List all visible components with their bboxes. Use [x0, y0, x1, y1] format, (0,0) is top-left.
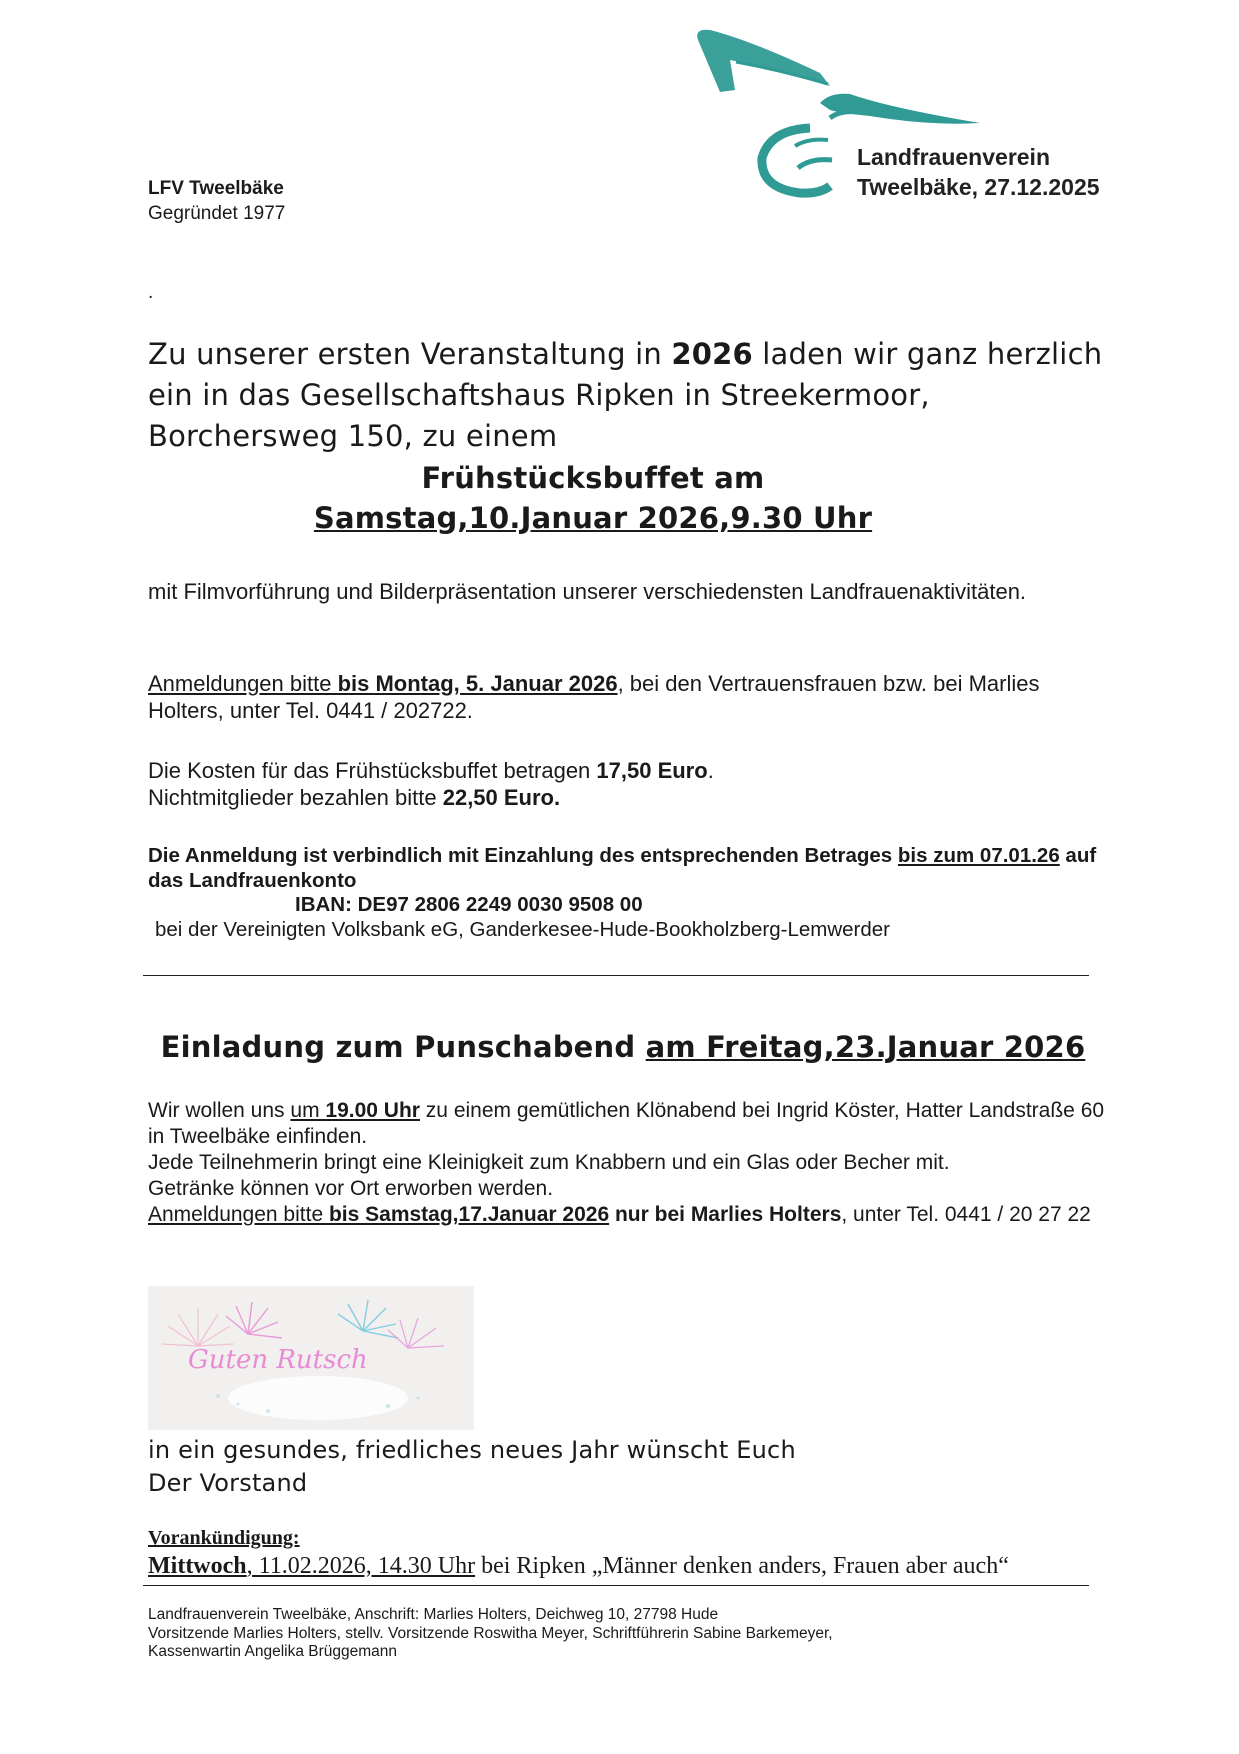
footer-line-3: Kassenwartin Angelika Brüggemann — [148, 1643, 398, 1660]
punch-reg-deadline: bis Samstag,17.Januar 2026 — [328, 1203, 610, 1226]
binding-rest: auf das Landfrauenkonto — [148, 844, 1097, 892]
registration-paragraph — [148, 670, 1108, 724]
punch-paragraph — [148, 1098, 1108, 1228]
punch-l1-a: Wir wollen uns — [148, 1099, 291, 1122]
nonmember-text: Nichtmitglieder bezahlen bitte — [148, 785, 443, 810]
bank-name: bei der Vereinigten Volksbank eG, Ganderkesee-Hude-Bookholzberg-Lemwerder — [155, 918, 891, 941]
preview-line — [148, 1553, 1009, 1580]
preview-datetime: , 11.02.2026, 14.30 Uhr — [246, 1553, 476, 1579]
preview-day: Mittwoch — [148, 1553, 247, 1579]
cost-line-members — [148, 757, 1108, 784]
punch-title-pre: Einladung zum Punschabend — [160, 1030, 646, 1064]
punch-line-2: Jede Teilnehmerin bringt eine Kleinigkeit zum Knabbern und ein Glas oder Becher mit. — [148, 1151, 950, 1174]
intro-paragraph — [148, 334, 1108, 457]
intro-year: 2026 — [671, 337, 753, 371]
punch-line-3: Getränke können vor Ort erworben werden. — [148, 1177, 554, 1200]
punch-title — [148, 1027, 1098, 1067]
guten-rutsch-image — [148, 1286, 474, 1430]
place-date: Tweelbäke, 27.12.2025 — [857, 174, 1100, 200]
section-divider — [143, 975, 1089, 976]
fireworks-graphic — [148, 1286, 474, 1430]
footer — [148, 1606, 833, 1662]
sender-block — [148, 176, 285, 226]
greeting-signature: Der Vorstand — [148, 1469, 308, 1497]
punch-reg-rest: , unter Tel. 0441 / 20 27 22 — [841, 1203, 1091, 1226]
punch-time: 19.00 Uhr — [325, 1099, 420, 1122]
intro-part2: laden wir ganz herzlich ein in das Gesellschaftshaus Ripken in Streekermoor, Borchersweg 150, zu einem — [148, 337, 1103, 453]
registration-rest: , bei den Vertrauensfrauen bzw. bei Marlies Holters, unter Tel. 0441 / 202722. — [148, 671, 1040, 723]
cost-period: . — [707, 758, 714, 783]
registration-label: Anmeldungen bitte — [148, 671, 338, 696]
preview-label: Vorankündigung: — [148, 1527, 300, 1549]
punch-l1-b: zu einem gemütlichen Klönabend bei Ingrid Köster, Hatter Landstraße 60 in Tweelbäke einfinden. — [148, 1099, 1105, 1148]
preview-venue: bei Ripken „Männer denken anders, Frauen aber auch“ — [475, 1553, 1009, 1579]
punch-reg-only: nur bei Marlies Holters — [609, 1203, 842, 1226]
cost-paragraph — [148, 757, 1108, 811]
footer-line-2: Vorsitzende Marlies Holters, stellv. Vorsitzende Roswitha Meyer, Schriftführerin Sabine Barkemeyer, — [148, 1624, 833, 1642]
cost-line-nonmembers — [148, 784, 1108, 811]
iban: IBAN: DE97 2806 2249 0030 9508 00 — [295, 893, 643, 916]
club-short-name: LFV Tweelbäke — [148, 178, 284, 199]
stray-dot: . — [148, 282, 154, 303]
registration-deadline: bis Montag, 5. Januar 2026 — [337, 671, 618, 696]
club-name: Landfrauenverein — [857, 144, 1050, 170]
punch-title-date: am Freitag,23.Januar 2026 — [645, 1030, 1086, 1064]
intro-part1: Zu unserer ersten Veranstaltung in — [148, 337, 672, 371]
event-date: Samstag,10.Januar 2026,9.30 Uhr — [313, 501, 873, 535]
nonmember-price: 22,50 Euro. — [442, 785, 561, 810]
cost-text: Die Kosten für das Frühstücksbuffet betragen — [148, 758, 597, 783]
founded-line: Gegründet 1977 — [148, 203, 286, 224]
event-title: Frühstücksbuffet am — [421, 461, 765, 495]
guten-rutsch-text: Guten Rutsch — [188, 1345, 368, 1375]
footer-divider — [143, 1585, 1089, 1586]
punch-line-1 — [148, 1098, 1108, 1150]
member-price: 17,50 Euro — [596, 758, 708, 783]
greeting-block — [148, 1434, 796, 1500]
film-paragraph: mit Filmvorführung und Bilderpräsentation unserer verschiedensten Landfrauenaktivitäten. — [148, 579, 1027, 604]
binding-text: Die Anmeldung ist verbindlich mit Einzahlung des entsprechenden Betrages — [148, 844, 898, 867]
letterhead-title — [857, 142, 1100, 202]
greeting-line-1: in ein gesundes, friedliches neues Jahr wünscht Euch — [148, 1436, 796, 1464]
punch-registration — [148, 1202, 1108, 1228]
footer-line-1: Landfrauenverein Tweelbäke, Anschrift: Marlies Holters, Deichweg 10, 27798 Hude — [148, 1606, 719, 1623]
binding-paragraph — [148, 843, 1108, 893]
punch-reg-label: Anmeldungen bitte — [148, 1203, 329, 1226]
punch-l1-um: um — [290, 1099, 326, 1122]
binding-deadline: bis zum 07.01.26 — [897, 844, 1060, 867]
